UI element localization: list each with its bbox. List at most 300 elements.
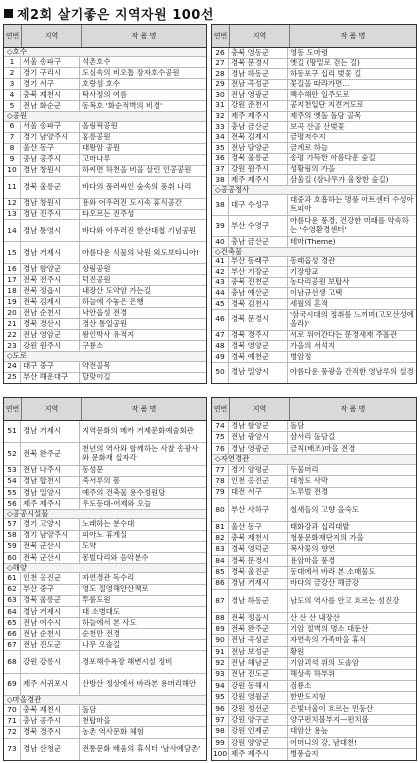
row-number: 55 (4, 488, 21, 498)
row-region: 전북 정읍시 (21, 286, 80, 296)
row-region: 경북 울릉군 (21, 596, 80, 606)
row-region: 경북 문경시 (229, 59, 288, 69)
table-row (212, 143, 416, 154)
table-row (212, 48, 416, 59)
row-region: 전남 순천시 (21, 308, 80, 318)
row-number: 88 (212, 613, 229, 623)
row-work-title: 영도 절영해안산책로 (82, 584, 149, 594)
row-number: 77 (212, 465, 229, 475)
row-work-title: 삼울길 (삼나무가 울창한 숲길) (290, 175, 389, 184)
row-region: 전북 군산시 (21, 542, 80, 552)
row-work-title: 아름다운 풍경, 건강한 미래를 약속하는 '수영환경센터' (290, 216, 409, 234)
row-number: 13 (4, 210, 21, 220)
table-row (212, 278, 416, 289)
row-region: 전북 전주시 (21, 275, 80, 285)
row-number: 25 (4, 373, 21, 383)
table-row (212, 749, 416, 760)
row-work-title: 철새들의 고향 을숙도 (290, 504, 359, 514)
row-number: 70 (4, 705, 21, 715)
table-row (212, 352, 416, 363)
row-region: 강원 정선군 (229, 704, 288, 714)
row-region: 충남 예산군 (229, 288, 288, 298)
row-number: 76 (212, 444, 229, 454)
row-region: 경남 거제시 (21, 421, 80, 442)
row-number: 81 (212, 522, 229, 532)
row-number: 30 (212, 90, 229, 100)
table-row (4, 210, 206, 221)
row-number: 18 (4, 286, 21, 296)
row-region: 전남 화순군 (21, 101, 80, 111)
row-work-title: 동섬문 (82, 465, 104, 475)
table-row (4, 68, 206, 79)
section-heading: ◇건축물 (212, 248, 416, 257)
table-row (4, 466, 206, 477)
row-region: 충북 영동군 (229, 48, 288, 58)
row-region: 전남 나주시 (21, 466, 80, 476)
table-row (4, 585, 206, 596)
row-region: 전북 정읍시 (229, 613, 288, 623)
row-number: 74 (212, 421, 229, 431)
table-row (4, 308, 206, 319)
row-region: 전남 해남군 (229, 658, 288, 668)
row-region: 울산 동구 (21, 144, 80, 154)
table-row (4, 651, 206, 673)
row-number: 90 (212, 635, 229, 645)
table-row (4, 488, 206, 499)
row-region: 경북 울릉군 (21, 177, 80, 198)
row-number: 98 (212, 726, 229, 736)
row-region: 경북 경산시 (21, 319, 80, 329)
row-work-title: 세월의 흔적 (290, 299, 329, 308)
row-region: 경북 문경시 (229, 310, 288, 330)
row-region: 경남 거제시 (229, 579, 288, 589)
row-work-title: 대중과 호흡하는 명품 아트센터 수성아트피아 (290, 195, 414, 213)
row-work-title: '삼국시대의 정취를 느끼며(고모산성에 올라)' (290, 310, 414, 328)
table-row (212, 195, 416, 216)
row-work-title: 바다의 금강산 해금강 (290, 578, 359, 588)
section-heading: ◇해양 (4, 564, 206, 573)
row-work-title: 바다와 어우러진 한산대첩 기념공원 (82, 225, 197, 235)
row-number: 42 (212, 267, 229, 277)
table-row (4, 519, 206, 530)
row-region: 전남 영암군 (21, 330, 80, 340)
row-region: 제주 제주시 (229, 749, 288, 759)
row-region: 경남 합천시 (21, 477, 80, 487)
row-work-title: 약전골목 (82, 361, 111, 371)
row-work-title: 돌담 (290, 421, 305, 430)
row-number: 61 (4, 573, 21, 583)
table-row (212, 715, 416, 726)
table-row (212, 432, 416, 443)
table-row (212, 331, 416, 342)
row-region: 대구 수성구 (229, 195, 288, 215)
row-number: 45 (212, 299, 229, 309)
table-row (4, 705, 206, 716)
row-work-title: 보곡 산골 산벚꽃 (290, 122, 345, 131)
row-region: 제주 제주시 (229, 175, 288, 185)
table-row (4, 133, 206, 144)
row-region: 경북 영덕군 (229, 544, 288, 554)
table-row (212, 476, 416, 487)
row-region: 전남 광양시 (229, 432, 288, 442)
row-number: 41 (212, 257, 229, 267)
row-number: 7 (4, 133, 21, 143)
section-heading: ◇공원 (4, 112, 206, 121)
row-number: 47 (212, 331, 229, 341)
row-number: 4 (4, 90, 21, 100)
title-text: 제2회 살기좋은 지역자원 100선 (17, 7, 214, 23)
row-region: 부산 중구 (21, 585, 80, 595)
table-row (212, 647, 416, 658)
row-number: 31 (212, 101, 229, 111)
table-row (212, 567, 416, 578)
row-region: 경남 창원시 (21, 166, 80, 176)
table-row (4, 421, 206, 443)
table-row (212, 80, 416, 91)
row-region: 경기 남양주시 (21, 531, 80, 541)
header-no: 연번 (4, 398, 22, 420)
row-region: 부산 기장군 (229, 267, 288, 277)
row-region: 충북 진천군 (229, 278, 288, 288)
row-work-title: 삼서리 돌담길 (290, 432, 336, 442)
row-work-title: 기암괴석 위의 도솔암 (290, 658, 359, 668)
row-region: 경남 통영시 (21, 220, 80, 241)
table-row (212, 363, 416, 384)
row-number: 8 (4, 144, 21, 154)
table-row (212, 90, 416, 101)
row-number: 87 (212, 590, 229, 612)
row-region: 경북 울릉군 (229, 154, 288, 164)
row-work-title: 옛길 (땅밑로 걷는 길) (290, 58, 360, 68)
row-region: 충북 제천시 (21, 705, 80, 715)
table-row (4, 242, 206, 264)
row-work-title: 농촌 역사문화 체험 (82, 727, 144, 737)
table-row (212, 216, 416, 237)
row-region: 경남 밀양시 (229, 363, 288, 383)
row-work-title: 몽빌다리와 음악분수 (82, 552, 149, 562)
row-work-title: 상림공원 (82, 264, 111, 274)
row-number: 5 (4, 101, 21, 111)
row-region: 경북 울진군 (229, 567, 288, 577)
row-work-title: 예주의 건축물 용수정원당 (82, 487, 166, 497)
row-region: 전남 담양군 (229, 143, 288, 153)
table-row (212, 681, 416, 692)
table-panel-top-left (3, 24, 207, 384)
row-number: 23 (4, 341, 21, 351)
table-row (212, 341, 416, 352)
row-number: 32 (212, 112, 229, 122)
row-number: 6 (4, 122, 21, 132)
row-work-title: 백수해안 일주도로 (290, 90, 350, 99)
row-work-title: 두물머리 (290, 464, 319, 474)
row-work-title: 바다의 품러싸인 숲속의 풍취 나리 (82, 181, 192, 191)
row-number: 12 (4, 199, 21, 209)
table-row (212, 590, 416, 613)
row-work-title: 덕진공원 (82, 275, 111, 285)
table-row (212, 658, 416, 669)
row-work-title: 한반도지형 (290, 692, 326, 702)
row-number: 95 (212, 692, 229, 702)
row-number: 16 (4, 264, 21, 274)
table-row (212, 257, 416, 268)
table-row (4, 199, 206, 210)
row-work-title: 자연속의 가족마을 휴식 (290, 635, 367, 645)
table-row (4, 319, 206, 330)
row-number: 58 (4, 531, 21, 541)
row-work-title: 송평 가득한 아름다운 숲길 (290, 153, 376, 163)
table-row (4, 477, 206, 488)
row-work-title: 대 소병대도 (82, 606, 121, 616)
table-row (4, 674, 206, 696)
row-work-title: 기암 절벽의 명소 대둔산 (290, 624, 369, 633)
row-work-title: 청풍문화재단지의 가을 (290, 533, 364, 542)
row-number: 93 (212, 670, 229, 680)
table-row (212, 692, 416, 703)
row-region: 충남 금산군 (229, 237, 288, 247)
row-region: 전남 진도군 (229, 670, 288, 680)
row-work-title: 도심속의 비오톱 장자호수공원 (82, 68, 180, 78)
row-work-title: 태화강과 십리대밭 (290, 521, 350, 531)
row-number: 91 (212, 647, 229, 657)
row-region: 충남 공주시 (21, 155, 80, 165)
row-work-title: 테마(Theme) (290, 237, 336, 246)
table-header (212, 398, 416, 421)
row-region: 경기 구리시 (21, 68, 80, 78)
row-number: 27 (212, 59, 229, 69)
row-work-title: 하늘에서 본 사도 (82, 617, 137, 627)
row-work-title: 대청도 사막 (290, 476, 329, 486)
table-row (4, 443, 206, 465)
table-header (212, 25, 416, 48)
table-row (212, 310, 416, 331)
header-region: 지역 (230, 25, 290, 47)
row-region: 부산 동래구 (229, 257, 288, 267)
table-row (4, 596, 206, 607)
row-region: 강원 원주시 (229, 165, 288, 175)
row-work-title: 용와 어우러진 도시속 휴식공간 (82, 198, 182, 208)
row-number: 56 (4, 499, 21, 509)
row-region: 강원 원주시 (21, 341, 80, 351)
table-row (4, 330, 206, 341)
row-number: 38 (212, 175, 229, 185)
row-number: 72 (4, 727, 21, 737)
header-work: 작 품 명 (131, 32, 157, 40)
table-row (212, 299, 416, 310)
table-row (212, 704, 416, 715)
row-work-title: 경포해수욕장 해변시설 정비 (82, 656, 173, 666)
row-work-title: 올림픽공원 (82, 121, 118, 131)
row-region: 전북 군산시 (21, 553, 80, 563)
row-number: 17 (4, 275, 21, 285)
row-number: 39 (212, 216, 229, 236)
row-work-title: 기장향교 (290, 267, 319, 276)
row-number: 10 (4, 166, 21, 176)
row-work-title: 남도의 역사를 안고 흐르는 섬진강 (290, 595, 400, 605)
row-number: 89 (212, 624, 229, 634)
row-region: 부산 사하구 (229, 499, 288, 521)
row-region: 경남 밀양시 (21, 488, 80, 498)
row-region: 경기 서구 (21, 79, 80, 89)
row-region: 경남 거제시 (21, 607, 80, 617)
row-region: 충남 공주시 (21, 716, 80, 726)
row-region: 대전 서구 (229, 488, 288, 498)
table-row (212, 499, 416, 522)
row-region: 전남 곡성군 (229, 80, 288, 90)
header-work: 작 품 명 (340, 32, 366, 40)
row-number: 20 (4, 308, 21, 318)
row-region: 전북 김제시 (21, 297, 80, 307)
row-work-title: 가을의 서석지 (290, 341, 336, 350)
row-region: 강원 춘천시 (229, 101, 288, 111)
table-row (4, 90, 206, 101)
row-number: 22 (4, 330, 21, 340)
row-region: 전남 영광군 (229, 90, 288, 100)
table-row (4, 264, 206, 275)
table-row (4, 155, 206, 166)
row-region: 경기 양평군 (229, 465, 288, 475)
table-row (212, 101, 416, 112)
row-number: 84 (212, 556, 229, 566)
header-work: 작 품 명 (340, 405, 366, 413)
row-work-title: 대왕암 공원 (82, 143, 121, 153)
row-region: 인천 옹진군 (21, 573, 80, 583)
row-work-title: 황원 (290, 646, 305, 656)
table-row (212, 488, 416, 499)
row-number: 24 (4, 362, 21, 372)
row-region: 부산 해운대구 (21, 373, 80, 383)
row-work-title: 공지천입단 지견거도로 (290, 100, 364, 110)
row-number: 60 (4, 553, 21, 563)
section-heading: ◇자연경관 (212, 455, 416, 465)
row-region: 전남 진도군 (21, 640, 80, 650)
row-work-title: 경산 통일공원 (82, 319, 128, 329)
table-row (212, 465, 416, 476)
row-work-title: 고마나루 (82, 154, 111, 164)
row-work-title: 투룸도원 (82, 595, 111, 605)
row-number: 28 (212, 69, 229, 79)
row-number: 82 (212, 533, 229, 543)
row-region: 전남 곡성군 (229, 635, 288, 645)
row-number: 14 (4, 220, 21, 241)
row-work-title: 돌담 (82, 705, 97, 714)
row-number: 3 (4, 79, 21, 89)
row-work-title: 순천만 전경 (82, 629, 121, 638)
row-work-title: 천년의 역사와 함께하는 사찰 송광사와 문화재 십자각 (82, 444, 199, 462)
table-panel-bottom-left (3, 397, 207, 761)
row-work-title: 피아노 휴게실 (82, 530, 128, 540)
row-region: 경남 함양군 (229, 421, 288, 431)
table-row (4, 629, 206, 640)
table-row (4, 739, 206, 761)
row-work-title: 금칙(배조)마을 전경 (290, 443, 356, 453)
row-number: 29 (212, 80, 229, 90)
row-region: 제주 제주시 (229, 112, 288, 122)
row-work-title: 노루벌 전경 (290, 487, 329, 497)
row-work-title: 산방산 정상에서 바라본 용머리해안 (82, 678, 197, 688)
table-row (4, 220, 206, 242)
row-region: 제주 서귀포시 (21, 674, 80, 695)
row-region: 충북 제천시 (21, 90, 80, 100)
row-number: 26 (212, 48, 229, 58)
header-no: 연번 (212, 398, 230, 420)
section-heading: ◇공공시설물 (4, 510, 206, 519)
table-row (212, 112, 416, 123)
table-row (212, 556, 416, 567)
row-number: 85 (212, 567, 229, 577)
row-work-title: 홍릉공원 (82, 132, 111, 142)
row-work-title: 하동포구 십리 벚꽃 길 (290, 69, 362, 78)
table-header (4, 25, 206, 48)
row-work-title: 농다리공원 보탑사 (290, 277, 350, 287)
table-row (212, 533, 416, 544)
table-row (212, 613, 416, 624)
row-number: 65 (4, 618, 21, 628)
row-work-title: 탁사정의 여름 (82, 90, 128, 99)
header-region: 지역 (22, 25, 82, 47)
row-region: 인천 옹진군 (229, 476, 288, 486)
row-work-title: 병풍습지 (290, 749, 319, 759)
table-row (212, 237, 416, 248)
row-region: 전남 보성군 (229, 647, 288, 657)
row-work-title: 하씨면 하천을 비을 살린 인공공원 (82, 165, 192, 175)
row-region: 경남 진주시 (21, 210, 80, 220)
row-number: 96 (212, 704, 229, 714)
section-heading: ◇도로 (4, 352, 206, 361)
table-row (4, 618, 206, 629)
row-region: 강원 인제군 (229, 726, 288, 736)
row-number: 21 (4, 319, 21, 329)
row-region: 전북 완주군 (229, 624, 288, 634)
table-row (4, 144, 206, 155)
row-work-title: 산 산 산 내장산 (290, 612, 340, 622)
row-number: 99 (212, 738, 229, 748)
table-row (212, 544, 416, 555)
row-number: 37 (212, 165, 229, 175)
table-row (212, 59, 416, 70)
table-row (4, 542, 206, 553)
row-work-title: 왕인박사 유적지 (82, 330, 135, 340)
row-number: 44 (212, 288, 229, 298)
row-number: 66 (4, 629, 21, 639)
table-row (4, 553, 206, 564)
row-region: 대구 중구 (21, 362, 80, 372)
row-region: 강원 영월군 (229, 692, 288, 702)
row-number: 92 (212, 658, 229, 668)
row-work-title: 우도등대-어제와 오늘 (82, 498, 152, 508)
table-panel-bottom-right (211, 397, 417, 761)
row-work-title: 용암마을 풍경 (290, 555, 336, 565)
row-region: 강원 양구군 (229, 715, 288, 725)
row-work-title: 복사꽃의 향연 (290, 544, 336, 554)
table-row (212, 165, 416, 176)
row-number: 50 (212, 363, 229, 383)
row-work-title: 아름다운 풍광을 간직한 영남루의 설경 (290, 367, 414, 377)
header-no: 연번 (4, 25, 22, 47)
section-heading: ◇마을경관 (4, 696, 206, 705)
row-work-title: 병암정 (290, 352, 312, 361)
header-region: 지역 (22, 398, 82, 420)
row-work-title: 하늘에 수놓은 은행 (82, 297, 144, 307)
table-row (4, 177, 206, 199)
row-number: 51 (4, 421, 21, 442)
row-region: 경기 남양주시 (21, 133, 80, 143)
row-region: 강원 양양군 (229, 738, 288, 748)
row-number: 100 (212, 749, 228, 759)
row-region: 경북 예천군 (229, 352, 288, 362)
table-row (4, 275, 206, 286)
row-region: 경남 하동군 (229, 590, 288, 612)
row-work-title: 자연경관 독수리 (82, 573, 135, 583)
